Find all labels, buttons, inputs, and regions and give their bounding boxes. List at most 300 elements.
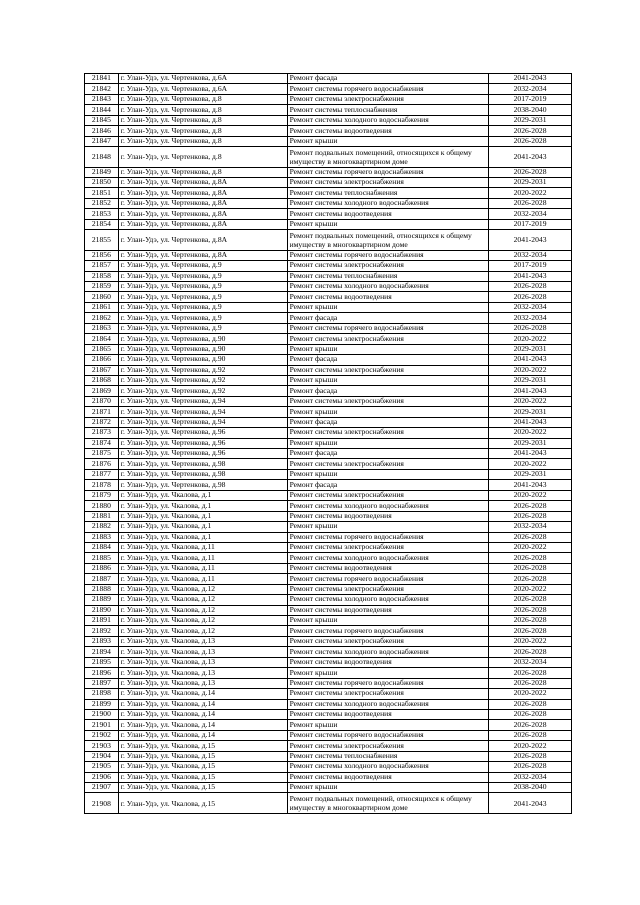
- address-cell: г. Улан-Удэ, ул. Чкалова, д.14: [118, 720, 287, 730]
- work-type-cell: Ремонт системы холодного водоснабжения: [287, 115, 489, 125]
- address-cell: г. Улан-Удэ, ул. Чкалова, д.11: [118, 553, 287, 563]
- period-cell: 2038-2040: [489, 783, 572, 793]
- table-row: [85, 365, 572, 375]
- row-number: 21868: [85, 375, 119, 385]
- period-cell: 2020-2022: [489, 428, 572, 438]
- period-cell: 2032-2034: [489, 250, 572, 260]
- work-type-cell: Ремонт системы горячего водоснабжения: [287, 532, 489, 542]
- row-number: 21885: [85, 553, 119, 563]
- row-number: 21870: [85, 396, 119, 406]
- table-row: [85, 167, 572, 177]
- work-type-cell: Ремонт системы водоотведения: [287, 292, 489, 302]
- period-cell: 2026-2028: [489, 616, 572, 626]
- address-cell: г. Улан-Удэ, ул. Чертенкова, д.9: [118, 313, 287, 323]
- period-cell: 2026-2028: [489, 532, 572, 542]
- address-cell: г. Улан-Удэ, ул. Чертенкова, д.90: [118, 334, 287, 344]
- work-type-cell: Ремонт системы горячего водоснабжения: [287, 84, 489, 94]
- period-cell: 2020-2022: [489, 459, 572, 469]
- address-cell: г. Улан-Удэ, ул. Чкалова, д.15: [118, 783, 287, 793]
- work-type-cell: Ремонт системы горячего водоснабжения: [287, 678, 489, 688]
- address-cell: г. Улан-Удэ, ул. Чертенкова, д.8: [118, 147, 287, 168]
- address-cell: г. Улан-Удэ, ул. Чертенкова, д.98: [118, 480, 287, 490]
- address-cell: г. Улан-Удэ, ул. Чертенкова, д.6А: [118, 84, 287, 94]
- period-cell: 2020-2022: [489, 334, 572, 344]
- period-cell: 2020-2022: [489, 741, 572, 751]
- row-number: 21873: [85, 428, 119, 438]
- address-cell: г. Улан-Удэ, ул. Чкалова, д.1: [118, 490, 287, 500]
- work-type-cell: Ремонт системы горячего водоснабжения: [287, 574, 489, 584]
- address-cell: г. Улан-Удэ, ул. Чкалова, д.13: [118, 657, 287, 667]
- work-type-cell: Ремонт системы холодного водоснабжения: [287, 282, 489, 292]
- row-number: 21846: [85, 126, 119, 136]
- work-type-cell: Ремонт системы электроснабжения: [287, 584, 489, 594]
- address-cell: г. Улан-Удэ, ул. Чертенкова, д.96: [118, 428, 287, 438]
- address-cell: г. Улан-Удэ, ул. Чкалова, д.14: [118, 730, 287, 740]
- work-type-cell: Ремонт системы электроснабжения: [287, 261, 489, 271]
- period-cell: 2026-2028: [489, 553, 572, 563]
- work-type-cell: Ремонт системы водоотведения: [287, 563, 489, 573]
- period-cell: 2026-2028: [489, 709, 572, 719]
- table-row: [85, 282, 572, 292]
- repair-schedule-table: [84, 73, 572, 814]
- period-cell: 2020-2022: [489, 636, 572, 646]
- row-number: 21888: [85, 584, 119, 594]
- row-number: 21852: [85, 198, 119, 208]
- address-cell: г. Улан-Удэ, ул. Чертенкова, д.8: [118, 94, 287, 104]
- work-type-cell: Ремонт крыши: [287, 616, 489, 626]
- period-cell: 2017-2019: [489, 94, 572, 104]
- work-type-cell: Ремонт системы холодного водоснабжения: [287, 647, 489, 657]
- address-cell: г. Улан-Удэ, ул. Чкалова, д.13: [118, 636, 287, 646]
- row-number: 21890: [85, 605, 119, 615]
- work-type-cell: Ремонт системы электроснабжения: [287, 689, 489, 699]
- address-cell: г. Улан-Удэ, ул. Чертенкова, д.8А: [118, 250, 287, 260]
- period-cell: 2041-2043: [489, 417, 572, 427]
- table-row: [85, 230, 572, 251]
- row-number: 21857: [85, 261, 119, 271]
- period-cell: 2020-2022: [489, 542, 572, 552]
- table-row: [85, 126, 572, 136]
- period-cell: 2020-2022: [489, 365, 572, 375]
- address-cell: г. Улан-Удэ, ул. Чертенкова, д.96: [118, 438, 287, 448]
- row-number: 21861: [85, 302, 119, 312]
- work-type-cell: Ремонт системы теплоснабжения: [287, 751, 489, 761]
- address-cell: г. Улан-Удэ, ул. Чкалова, д.11: [118, 574, 287, 584]
- work-type-cell: Ремонт фасада: [287, 386, 489, 396]
- period-cell: 2020-2022: [489, 689, 572, 699]
- work-type-cell: Ремонт системы холодного водоснабжения: [287, 198, 489, 208]
- period-cell: 2026-2028: [489, 595, 572, 605]
- row-number: 21866: [85, 355, 119, 365]
- period-cell: 2029-2031: [489, 407, 572, 417]
- period-cell: 2020-2022: [489, 584, 572, 594]
- table-row: [85, 417, 572, 427]
- period-cell: 2026-2028: [489, 511, 572, 521]
- address-cell: г. Улан-Удэ, ул. Чкалова, д.15: [118, 793, 287, 814]
- work-type-cell: Ремонт фасада: [287, 417, 489, 427]
- row-number: 21871: [85, 407, 119, 417]
- address-cell: г. Улан-Удэ, ул. Чертенкова, д.9: [118, 261, 287, 271]
- address-cell: г. Улан-Удэ, ул. Чертенкова, д.94: [118, 396, 287, 406]
- work-type-cell: Ремонт системы электроснабжения: [287, 428, 489, 438]
- row-number: 21905: [85, 762, 119, 772]
- row-number: 21844: [85, 105, 119, 115]
- address-cell: г. Улан-Удэ, ул. Чертенкова, д.8: [118, 126, 287, 136]
- row-number: 21841: [85, 74, 119, 84]
- table-row: [85, 574, 572, 584]
- period-cell: 2026-2028: [489, 605, 572, 615]
- table-row: [85, 490, 572, 500]
- table-row: [85, 250, 572, 260]
- work-type-cell: Ремонт системы электроснабжения: [287, 459, 489, 469]
- period-cell: 2026-2028: [489, 720, 572, 730]
- address-cell: г. Улан-Удэ, ул. Чкалова, д.15: [118, 772, 287, 782]
- table-row: [85, 178, 572, 188]
- address-cell: г. Улан-Удэ, ул. Чертенкова, д.98: [118, 459, 287, 469]
- work-type-cell: Ремонт фасада: [287, 313, 489, 323]
- work-type-cell: Ремонт системы водоотведения: [287, 709, 489, 719]
- period-cell: 2026-2028: [489, 730, 572, 740]
- table-row: [85, 741, 572, 751]
- table-row: [85, 209, 572, 219]
- row-number: 21863: [85, 323, 119, 333]
- address-cell: г. Улан-Удэ, ул. Чертенкова, д.90: [118, 344, 287, 354]
- period-cell: 2026-2028: [489, 136, 572, 146]
- row-number: 21899: [85, 699, 119, 709]
- table-row: [85, 584, 572, 594]
- table-row: [85, 616, 572, 626]
- table-row: [85, 730, 572, 740]
- address-cell: г. Улан-Удэ, ул. Чкалова, д.12: [118, 626, 287, 636]
- work-type-cell: Ремонт фасада: [287, 74, 489, 84]
- row-number: 21855: [85, 230, 119, 251]
- period-cell: 2026-2028: [489, 167, 572, 177]
- table-row: [85, 115, 572, 125]
- period-cell: 2026-2028: [489, 678, 572, 688]
- address-cell: г. Улан-Удэ, ул. Чертенкова, д.96: [118, 449, 287, 459]
- work-type-cell: Ремонт крыши: [287, 302, 489, 312]
- work-type-cell: Ремонт системы горячего водоснабжения: [287, 323, 489, 333]
- period-cell: 2032-2034: [489, 772, 572, 782]
- work-type-cell: Ремонт крыши: [287, 438, 489, 448]
- table-body: [85, 74, 572, 814]
- row-number: 21907: [85, 783, 119, 793]
- period-cell: 2017-2019: [489, 261, 572, 271]
- table-row: [85, 105, 572, 115]
- address-cell: г. Улан-Удэ, ул. Чкалова, д.12: [118, 605, 287, 615]
- table-row: [85, 563, 572, 573]
- table-row: [85, 292, 572, 302]
- address-cell: г. Улан-Удэ, ул. Чкалова, д.1: [118, 532, 287, 542]
- row-number: 21876: [85, 459, 119, 469]
- address-cell: г. Улан-Удэ, ул. Чертенкова, д.8А: [118, 198, 287, 208]
- table-row: [85, 751, 572, 761]
- period-cell: 2017-2019: [489, 219, 572, 229]
- address-cell: г. Улан-Удэ, ул. Чертенкова, д.8А: [118, 188, 287, 198]
- row-number: 21854: [85, 219, 119, 229]
- period-cell: 2026-2028: [489, 292, 572, 302]
- address-cell: г. Улан-Удэ, ул. Чкалова, д.11: [118, 542, 287, 552]
- table-row: [85, 626, 572, 636]
- period-cell: 2020-2022: [489, 490, 572, 500]
- period-cell: 2026-2028: [489, 751, 572, 761]
- address-cell: г. Улан-Удэ, ул. Чкалова, д.1: [118, 522, 287, 532]
- row-number: 21860: [85, 292, 119, 302]
- table-row: [85, 323, 572, 333]
- work-type-cell: Ремонт фасада: [287, 449, 489, 459]
- table-row: [85, 84, 572, 94]
- work-type-cell: Ремонт крыши: [287, 136, 489, 146]
- row-number: 21902: [85, 730, 119, 740]
- address-cell: г. Улан-Удэ, ул. Чертенкова, д.94: [118, 417, 287, 427]
- row-number: 21881: [85, 511, 119, 521]
- period-cell: 2026-2028: [489, 626, 572, 636]
- work-type-cell: Ремонт системы электроснабжения: [287, 741, 489, 751]
- period-cell: 2032-2034: [489, 522, 572, 532]
- address-cell: г. Улан-Удэ, ул. Чкалова, д.11: [118, 563, 287, 573]
- address-cell: г. Улан-Удэ, ул. Чертенкова, д.9: [118, 271, 287, 281]
- address-cell: г. Улан-Удэ, ул. Чкалова, д.15: [118, 751, 287, 761]
- work-type-cell: Ремонт системы горячего водоснабжения: [287, 626, 489, 636]
- period-cell: 2026-2028: [489, 762, 572, 772]
- address-cell: г. Улан-Удэ, ул. Чертенкова, д.90: [118, 355, 287, 365]
- address-cell: г. Улан-Удэ, ул. Чертенкова, д.8: [118, 115, 287, 125]
- row-number: 21892: [85, 626, 119, 636]
- work-type-cell: Ремонт системы теплоснабжения: [287, 271, 489, 281]
- period-cell: 2026-2028: [489, 668, 572, 678]
- row-number: 21849: [85, 167, 119, 177]
- table-row: [85, 657, 572, 667]
- address-cell: г. Улан-Удэ, ул. Чертенкова, д.8: [118, 167, 287, 177]
- row-number: 21898: [85, 689, 119, 699]
- row-number: 21887: [85, 574, 119, 584]
- address-cell: г. Улан-Удэ, ул. Чкалова, д.12: [118, 616, 287, 626]
- row-number: 21903: [85, 741, 119, 751]
- row-number: 21878: [85, 480, 119, 490]
- address-cell: г. Улан-Удэ, ул. Чертенкова, д.9: [118, 282, 287, 292]
- work-type-cell: Ремонт крыши: [287, 219, 489, 229]
- work-type-cell: Ремонт крыши: [287, 522, 489, 532]
- table-row: [85, 469, 572, 479]
- table-row: [85, 511, 572, 521]
- row-number: 21865: [85, 344, 119, 354]
- table-row: [85, 459, 572, 469]
- table-row: [85, 480, 572, 490]
- period-cell: 2020-2022: [489, 188, 572, 198]
- period-cell: 2026-2028: [489, 126, 572, 136]
- period-cell: 2029-2031: [489, 344, 572, 354]
- address-cell: г. Улан-Удэ, ул. Чкалова, д.13: [118, 668, 287, 678]
- work-type-cell: Ремонт системы электроснабжения: [287, 396, 489, 406]
- table-row: [85, 74, 572, 84]
- work-type-cell: Ремонт системы электроснабжения: [287, 334, 489, 344]
- address-cell: г. Улан-Удэ, ул. Чкалова, д.1: [118, 511, 287, 521]
- period-cell: 2026-2028: [489, 282, 572, 292]
- address-cell: г. Улан-Удэ, ул. Чкалова, д.14: [118, 709, 287, 719]
- period-cell: 2038-2040: [489, 105, 572, 115]
- period-cell: 2026-2028: [489, 501, 572, 511]
- table-row: [85, 720, 572, 730]
- table-row: [85, 396, 572, 406]
- address-cell: г. Улан-Удэ, ул. Чкалова, д.13: [118, 678, 287, 688]
- work-type-cell: Ремонт фасада: [287, 355, 489, 365]
- table-row: [85, 147, 572, 168]
- row-number: 21879: [85, 490, 119, 500]
- work-type-cell: Ремонт системы электроснабжения: [287, 636, 489, 646]
- period-cell: 2029-2031: [489, 438, 572, 448]
- row-number: 21880: [85, 501, 119, 511]
- row-number: 21850: [85, 178, 119, 188]
- period-cell: 2041-2043: [489, 355, 572, 365]
- table-row: [85, 636, 572, 646]
- address-cell: г. Улан-Удэ, ул. Чкалова, д.14: [118, 689, 287, 699]
- period-cell: 2032-2034: [489, 84, 572, 94]
- row-number: 21843: [85, 94, 119, 104]
- table-row: [85, 302, 572, 312]
- table-row: [85, 709, 572, 719]
- table-row: [85, 313, 572, 323]
- address-cell: г. Улан-Удэ, ул. Чертенкова, д.98: [118, 469, 287, 479]
- table-row: [85, 762, 572, 772]
- table-row: [85, 407, 572, 417]
- table-row: [85, 136, 572, 146]
- work-type-cell: Ремонт системы холодного водоснабжения: [287, 699, 489, 709]
- address-cell: г. Улан-Удэ, ул. Чертенкова, д.9: [118, 302, 287, 312]
- work-type-cell: Ремонт подвальных помещений, относящихся к общему имуществу в многоквартирном доме: [287, 793, 489, 814]
- address-cell: г. Улан-Удэ, ул. Чертенкова, д.8А: [118, 230, 287, 251]
- period-cell: 2041-2043: [489, 230, 572, 251]
- table-row: [85, 532, 572, 542]
- table-row: [85, 595, 572, 605]
- work-type-cell: Ремонт системы холодного водоснабжения: [287, 595, 489, 605]
- period-cell: 2029-2031: [489, 375, 572, 385]
- table-row: [85, 699, 572, 709]
- row-number: 21894: [85, 647, 119, 657]
- table-row: [85, 678, 572, 688]
- period-cell: 2041-2043: [489, 480, 572, 490]
- work-type-cell: Ремонт системы водоотведения: [287, 605, 489, 615]
- work-type-cell: Ремонт системы электроснабжения: [287, 542, 489, 552]
- row-number: 21869: [85, 386, 119, 396]
- row-number: 21904: [85, 751, 119, 761]
- work-type-cell: Ремонт системы теплоснабжения: [287, 188, 489, 198]
- work-type-cell: Ремонт системы холодного водоснабжения: [287, 762, 489, 772]
- row-number: 21875: [85, 449, 119, 459]
- row-number: 21897: [85, 678, 119, 688]
- work-type-cell: Ремонт системы водоотведения: [287, 511, 489, 521]
- row-number: 21895: [85, 657, 119, 667]
- table-row: [85, 261, 572, 271]
- work-type-cell: Ремонт системы электроснабжения: [287, 178, 489, 188]
- table-row: [85, 428, 572, 438]
- work-type-cell: Ремонт системы холодного водоснабжения: [287, 501, 489, 511]
- period-cell: 2041-2043: [489, 74, 572, 84]
- row-number: 21858: [85, 271, 119, 281]
- work-type-cell: Ремонт крыши: [287, 407, 489, 417]
- row-number: 21884: [85, 542, 119, 552]
- table-row: [85, 793, 572, 814]
- period-cell: 2032-2034: [489, 657, 572, 667]
- work-type-cell: Ремонт системы водоотведения: [287, 657, 489, 667]
- work-type-cell: Ремонт системы холодного водоснабжения: [287, 553, 489, 563]
- table-row: [85, 542, 572, 552]
- row-number: 21848: [85, 147, 119, 168]
- row-number: 21845: [85, 115, 119, 125]
- table-row: [85, 375, 572, 385]
- row-number: 21877: [85, 469, 119, 479]
- period-cell: 2026-2028: [489, 198, 572, 208]
- row-number: 21883: [85, 532, 119, 542]
- period-cell: 2041-2043: [489, 449, 572, 459]
- table-row: [85, 355, 572, 365]
- work-type-cell: Ремонт крыши: [287, 720, 489, 730]
- work-type-cell: Ремонт системы водоотведения: [287, 126, 489, 136]
- table-row: [85, 522, 572, 532]
- work-type-cell: Ремонт системы горячего водоснабжения: [287, 730, 489, 740]
- row-number: 21851: [85, 188, 119, 198]
- row-number: 21872: [85, 417, 119, 427]
- address-cell: г. Улан-Удэ, ул. Чертенкова, д.6А: [118, 74, 287, 84]
- address-cell: г. Улан-Удэ, ул. Чертенкова, д.8А: [118, 178, 287, 188]
- address-cell: г. Улан-Удэ, ул. Чкалова, д.12: [118, 595, 287, 605]
- address-cell: г. Улан-Удэ, ул. Чертенкова, д.8А: [118, 209, 287, 219]
- address-cell: г. Улан-Удэ, ул. Чертенкова, д.8: [118, 105, 287, 115]
- row-number: 21906: [85, 772, 119, 782]
- work-type-cell: Ремонт системы электроснабжения: [287, 94, 489, 104]
- period-cell: 2029-2031: [489, 469, 572, 479]
- row-number: 21908: [85, 793, 119, 814]
- table-row: [85, 783, 572, 793]
- table-row: [85, 605, 572, 615]
- period-cell: 2026-2028: [489, 699, 572, 709]
- address-cell: г. Улан-Удэ, ул. Чертенкова, д.8А: [118, 219, 287, 229]
- table-row: [85, 386, 572, 396]
- work-type-cell: Ремонт крыши: [287, 469, 489, 479]
- row-number: 21847: [85, 136, 119, 146]
- period-cell: 2026-2028: [489, 323, 572, 333]
- row-number: 21853: [85, 209, 119, 219]
- work-type-cell: Ремонт системы горячего водоснабжения: [287, 250, 489, 260]
- work-type-cell: Ремонт системы электроснабжения: [287, 365, 489, 375]
- work-type-cell: Ремонт фасада: [287, 480, 489, 490]
- work-type-cell: Ремонт системы электроснабжения: [287, 490, 489, 500]
- row-number: 21901: [85, 720, 119, 730]
- table-row: [85, 501, 572, 511]
- table-row: [85, 198, 572, 208]
- period-cell: 2032-2034: [489, 302, 572, 312]
- work-type-cell: Ремонт подвальных помещений, относящихся к общему имуществу в многоквартирном доме: [287, 230, 489, 251]
- address-cell: г. Улан-Удэ, ул. Чертенкова, д.94: [118, 407, 287, 417]
- table-row: [85, 94, 572, 104]
- period-cell: 2041-2043: [489, 147, 572, 168]
- table-row: [85, 271, 572, 281]
- row-number: 21900: [85, 709, 119, 719]
- row-number: 21874: [85, 438, 119, 448]
- period-cell: 2041-2043: [489, 271, 572, 281]
- address-cell: г. Улан-Удэ, ул. Чкалова, д.1: [118, 501, 287, 511]
- work-type-cell: Ремонт системы теплоснабжения: [287, 105, 489, 115]
- address-cell: г. Улан-Удэ, ул. Чкалова, д.13: [118, 647, 287, 657]
- address-cell: г. Улан-Удэ, ул. Чкалова, д.14: [118, 699, 287, 709]
- period-cell: 2020-2022: [489, 396, 572, 406]
- address-cell: г. Улан-Удэ, ул. Чертенкова, д.92: [118, 386, 287, 396]
- row-number: 21889: [85, 595, 119, 605]
- row-number: 21882: [85, 522, 119, 532]
- period-cell: 2032-2034: [489, 313, 572, 323]
- row-number: 21891: [85, 616, 119, 626]
- table-row: [85, 772, 572, 782]
- period-cell: 2032-2034: [489, 209, 572, 219]
